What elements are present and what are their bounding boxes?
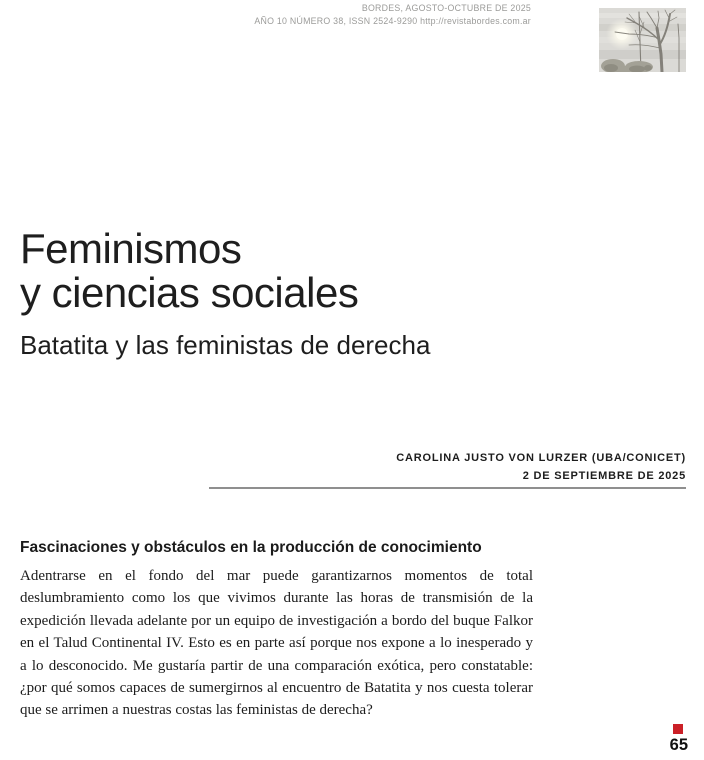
journal-header-meta [254, 2, 531, 28]
section-heading: Fascinaciones y obstáculos en la producción de conocimiento [20, 539, 482, 556]
page-number: 65 [669, 736, 688, 754]
page-footer [670, 724, 688, 755]
byline-author: CAROLINA JUSTO VON LURZER (UBA/CONICET) [396, 452, 686, 464]
byline-date: 2 DE SEPTIEMBRE DE 2025 [522, 469, 686, 482]
article-subtitle: Batatita y las feministas de derecha [20, 330, 431, 360]
journal-issue-line: BORDES, AGOSTO-OCTUBRE DE 2025 [361, 3, 531, 13]
journal-meta-line: AÑO 10 NÚMERO 38, ISSN 2524-9290 http://revistabordes.com.ar [254, 16, 531, 26]
article-title-line1: Feminismos [20, 225, 242, 272]
byline [396, 450, 686, 485]
winter-tree-photo [599, 8, 686, 72]
accent-square [673, 724, 683, 734]
article-title [20, 227, 358, 314]
byline-rule [209, 487, 686, 489]
article-title-line2: y ciencias sociales [20, 268, 359, 316]
body-paragraph: Adentrarse en el fondo del mar puede garantizarnos momentos de total deslumbramiento como los que vivimos durante las horas de transmisión de la expedición llevada adelante por un equipo de investigación a bordo del buque Falkor en el Talud Continental IV. Esto es en parte así porque nos expone a lo inesperado y a lo desconocido. Me gustaría partir de una comparación exótica, pero constatable: ¿por qué somos capaces de sumergirnos al encuentro de Batatita y nos cuesta tolerar que se arrimen a nuestras costas las feministas de derecha? [20, 568, 533, 719]
